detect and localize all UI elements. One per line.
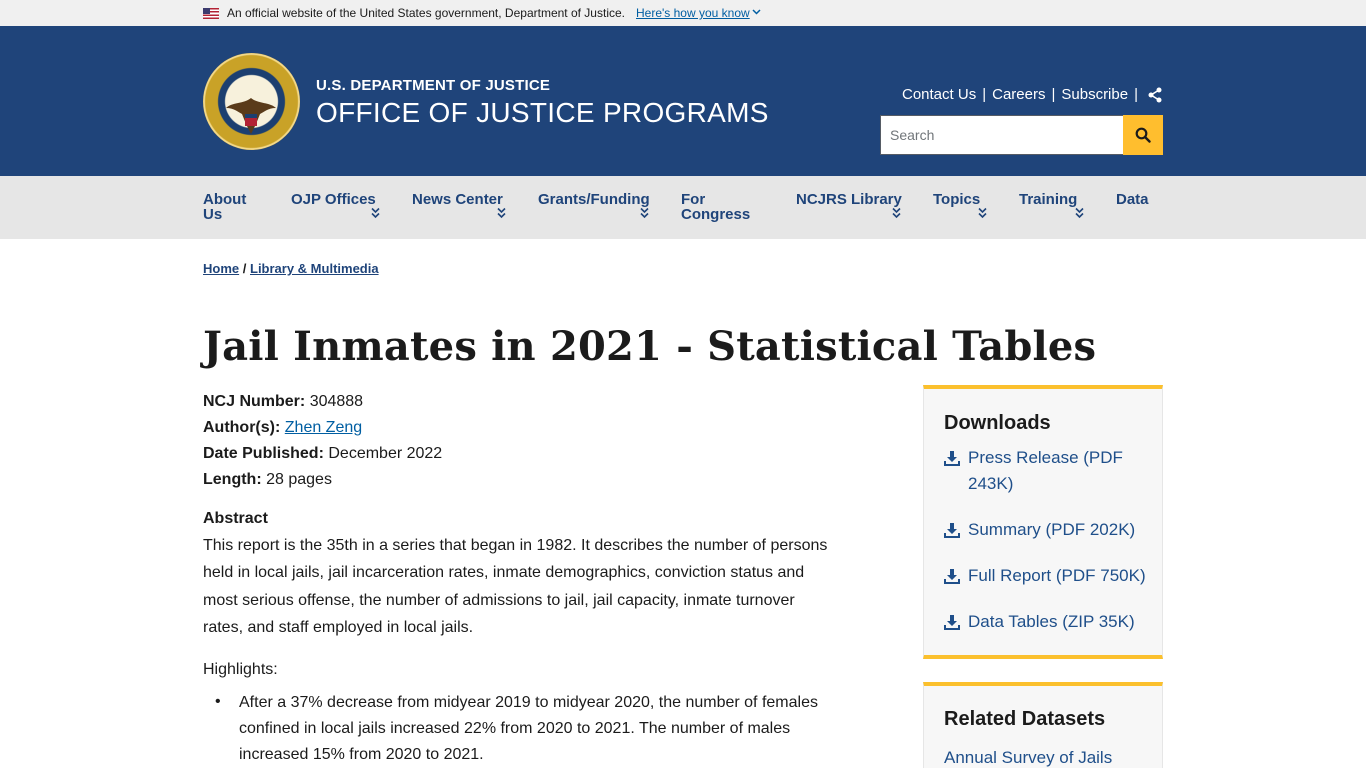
related-datasets-card xyxy=(923,682,1163,768)
chevron-down-icon[interactable] xyxy=(371,207,380,219)
breadcrumb xyxy=(203,261,379,276)
gov-banner xyxy=(0,0,1366,26)
nav-about-us[interactable] xyxy=(203,192,246,222)
download-full-report-link[interactable] xyxy=(944,563,1154,589)
nav-label: About xyxy=(203,191,247,208)
download-icon xyxy=(944,522,960,538)
utility-links xyxy=(902,86,1144,106)
nav-label: For xyxy=(681,191,706,208)
download-label-line: 243K) xyxy=(968,474,1014,493)
nav-label: Topics xyxy=(933,191,981,208)
length-label: Length: xyxy=(203,471,262,488)
nav-label: Data xyxy=(1116,191,1149,208)
us-flag-icon xyxy=(203,8,219,19)
author-label: Author(s): xyxy=(203,419,281,436)
primary-nav xyxy=(0,176,1366,239)
abstract-line: This report is the 35th in a series that began in 1982. It describes the number of persons xyxy=(203,537,828,554)
nav-label: NCJRS Library xyxy=(796,191,902,208)
chevron-down-icon[interactable] xyxy=(892,207,901,219)
highlight-line: increased 15% from 2020 to 2021. xyxy=(239,746,484,763)
search-input[interactable] xyxy=(880,115,1124,155)
list-bullet: • xyxy=(215,693,221,710)
highlight-line: confined in local jails increased 22% from 2020 to 2021. The number of males xyxy=(239,720,791,737)
nav-label: Congress xyxy=(681,206,751,223)
breadcrumb-library-link[interactable]: Library & Multimedia xyxy=(250,261,379,276)
chevron-down-icon[interactable] xyxy=(640,207,649,219)
search-button[interactable] xyxy=(1123,115,1163,155)
breadcrumb-home-link[interactable]: Home xyxy=(203,261,240,276)
breadcrumb-separator: / xyxy=(242,261,247,276)
search-icon xyxy=(1135,127,1151,143)
nav-label: OJP Offices xyxy=(291,191,376,208)
length-value: 28 pages xyxy=(266,471,332,488)
chevron-down-icon[interactable] xyxy=(497,207,506,219)
nav-label: Training xyxy=(1019,191,1078,208)
highlight-line: After a 37% decrease from midyear 2019 to midyear 2020, the number of females xyxy=(239,694,818,711)
nav-label: Grants/Funding xyxy=(538,191,650,208)
ncj-number-label: NCJ Number: xyxy=(203,393,306,410)
author-row xyxy=(203,415,442,441)
eagle-icon xyxy=(224,94,278,138)
nav-data[interactable] xyxy=(1116,192,1149,207)
download-label: Data Tables (ZIP 35K) xyxy=(968,612,1135,631)
highlights-heading: Highlights: xyxy=(203,661,278,678)
link-separator: | xyxy=(1134,86,1138,103)
download-icon xyxy=(944,614,960,630)
date-published-label: Date Published: xyxy=(203,445,324,462)
nav-news-center[interactable] xyxy=(412,192,503,207)
date-published-row xyxy=(203,441,442,467)
heres-how-you-know-link[interactable]: Here's how you know xyxy=(636,6,750,20)
nav-topics[interactable] xyxy=(933,192,980,207)
share-icon[interactable] xyxy=(1147,87,1163,103)
abstract-line: rates, and staff employed in local jails. xyxy=(203,618,474,636)
date-published-value: December 2022 xyxy=(328,445,443,462)
download-data-tables-link[interactable] xyxy=(944,609,1154,635)
gov-banner-text: An official website of the United States government, Department of Justice. xyxy=(227,6,625,20)
nav-training[interactable] xyxy=(1019,192,1077,207)
page-title: Jail Inmates in 2021 - Statistical Tables xyxy=(203,323,1097,370)
nav-for-congress[interactable] xyxy=(681,192,750,222)
link-separator: | xyxy=(982,86,987,103)
nav-ojp-offices[interactable] xyxy=(291,192,376,207)
site-header xyxy=(0,26,1366,176)
nav-grants-funding[interactable] xyxy=(538,192,650,207)
ncj-number-row xyxy=(203,389,442,415)
nav-ncjrs-library[interactable] xyxy=(796,192,902,207)
highlight-list-item xyxy=(239,690,869,768)
nav-label: News Center xyxy=(412,191,503,208)
chevron-down-icon[interactable] xyxy=(978,207,987,219)
link-separator: | xyxy=(1051,86,1056,103)
downloads-card xyxy=(923,385,1163,659)
download-icon xyxy=(944,450,960,466)
publication-metadata xyxy=(203,389,442,493)
download-icon xyxy=(944,568,960,584)
download-press-release-link[interactable] xyxy=(944,445,1154,497)
contact-us-link[interactable]: Contact Us xyxy=(902,86,977,103)
agency-name[interactable]: OFFICE OF JUSTICE PROGRAMS xyxy=(316,97,769,128)
abstract-line: held in local jails, jail incarceration rates, inmate demographics, conviction status and xyxy=(203,564,805,582)
nav-label: Us xyxy=(203,206,223,223)
chevron-down-icon[interactable] xyxy=(752,5,761,22)
downloads-title: Downloads xyxy=(944,412,1051,434)
abstract-heading: Abstract xyxy=(203,510,268,527)
abstract-text xyxy=(203,532,883,641)
download-label-line: Press Release (PDF xyxy=(968,448,1123,467)
agency-parent-name[interactable]: U.S. DEPARTMENT OF JUSTICE xyxy=(316,77,551,94)
author-link[interactable]: Zhen Zeng xyxy=(284,419,363,436)
download-label: Full Report (PDF 750K) xyxy=(968,566,1146,585)
download-summary-link[interactable] xyxy=(944,517,1154,543)
length-row xyxy=(203,467,442,493)
related-dataset-link[interactable]: Annual Survey of Jails xyxy=(944,748,1113,767)
subscribe-link[interactable]: Subscribe xyxy=(1061,86,1129,103)
related-datasets-title: Related Datasets xyxy=(944,708,1106,730)
careers-link[interactable]: Careers xyxy=(992,86,1046,103)
abstract-line: most serious offense, the number of admissions to jail, jail capacity, inmate turnover xyxy=(203,591,795,609)
chevron-down-icon[interactable] xyxy=(1075,207,1084,219)
download-label: Summary (PDF 202K) xyxy=(968,520,1136,539)
ncj-number-value: 304888 xyxy=(309,393,364,410)
download-label xyxy=(944,445,1154,497)
